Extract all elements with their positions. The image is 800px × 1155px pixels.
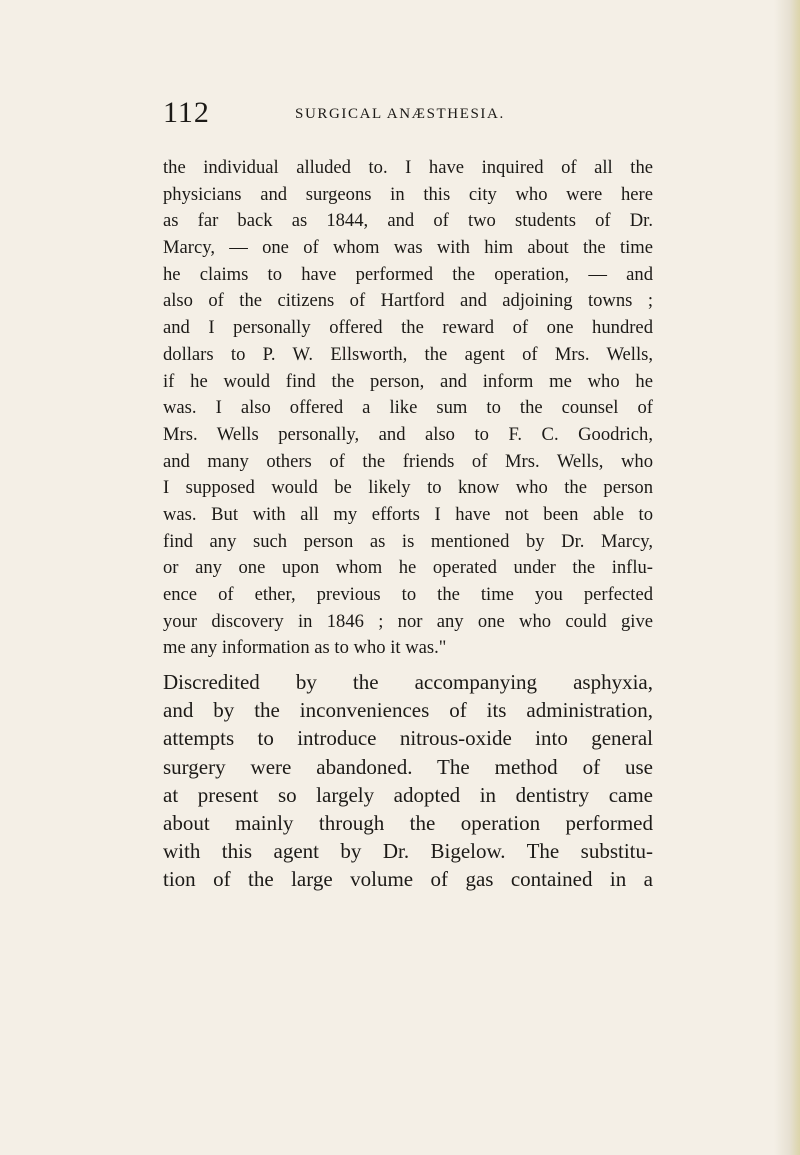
quote-line: me any information as to who it was." xyxy=(163,637,447,659)
quote-line: and I personally offered the reward of one hundred xyxy=(163,317,653,339)
body-line: at present so largely adopted in dentistry came xyxy=(163,782,653,807)
body-paragraph xyxy=(163,668,653,894)
quote-line: if he would find the person, and inform me who he xyxy=(163,370,653,392)
quote-line: the individual alluded to. I have inquired of all the xyxy=(163,157,653,178)
body-line: surgery were abandoned. The method of use xyxy=(163,754,653,779)
page-edge-shadow xyxy=(774,0,800,1155)
quote-line: find any such person as is mentioned by Dr. Marcy, xyxy=(163,530,653,552)
quote-line: I supposed would be likely to know who the person xyxy=(163,477,653,499)
quote-line: as far back as 1844, and of two students of Dr. xyxy=(163,210,653,232)
quote-line: your discovery in 1846 ; nor any one who could give xyxy=(163,610,653,632)
quote-line: he claims to have performed the operation, — and xyxy=(163,263,653,285)
quote-line: physicians and surgeons in this city who were here xyxy=(163,183,653,205)
body-line: attempts to introduce nitrous-oxide into general xyxy=(163,726,653,751)
body-line: and by the inconveniences of its administration, xyxy=(163,698,653,723)
quote-line: was. I also offered a like sum to the counsel of xyxy=(163,397,653,419)
quote-line: or any one upon whom he operated under the influ- xyxy=(163,557,653,579)
running-head: SURGICAL ANÆSTHESIA. xyxy=(295,106,505,122)
body-line: tion of the large volume of gas contained in a xyxy=(163,867,653,892)
quote-line: also of the citizens of Hartford and adjoining towns ; xyxy=(163,290,653,312)
body-line: with this agent by Dr. Bigelow. The substitu- xyxy=(163,839,653,864)
page-number: 112 xyxy=(163,96,210,129)
quote-line: and many others of the friends of Mrs. Wells, who xyxy=(163,450,653,472)
quote-line: Mrs. Wells personally, and also to F. C. Goodrich, xyxy=(163,423,653,445)
quote-line: Marcy, — one of whom was with him about the time xyxy=(163,237,653,259)
page-header xyxy=(163,96,633,136)
quote-line: ence of ether, previous to the time you perfected xyxy=(163,584,653,605)
quote-line: was. But with all my efforts I have not been able to xyxy=(163,503,653,525)
body-line: about mainly through the operation performed xyxy=(163,810,653,835)
quoted-letter-paragraph xyxy=(163,155,653,662)
body-line: Discredited by the accompanying asphyxia, xyxy=(163,670,653,694)
quote-line: dollars to P. W. Ellsworth, the agent of Mrs. Wells, xyxy=(163,343,653,365)
